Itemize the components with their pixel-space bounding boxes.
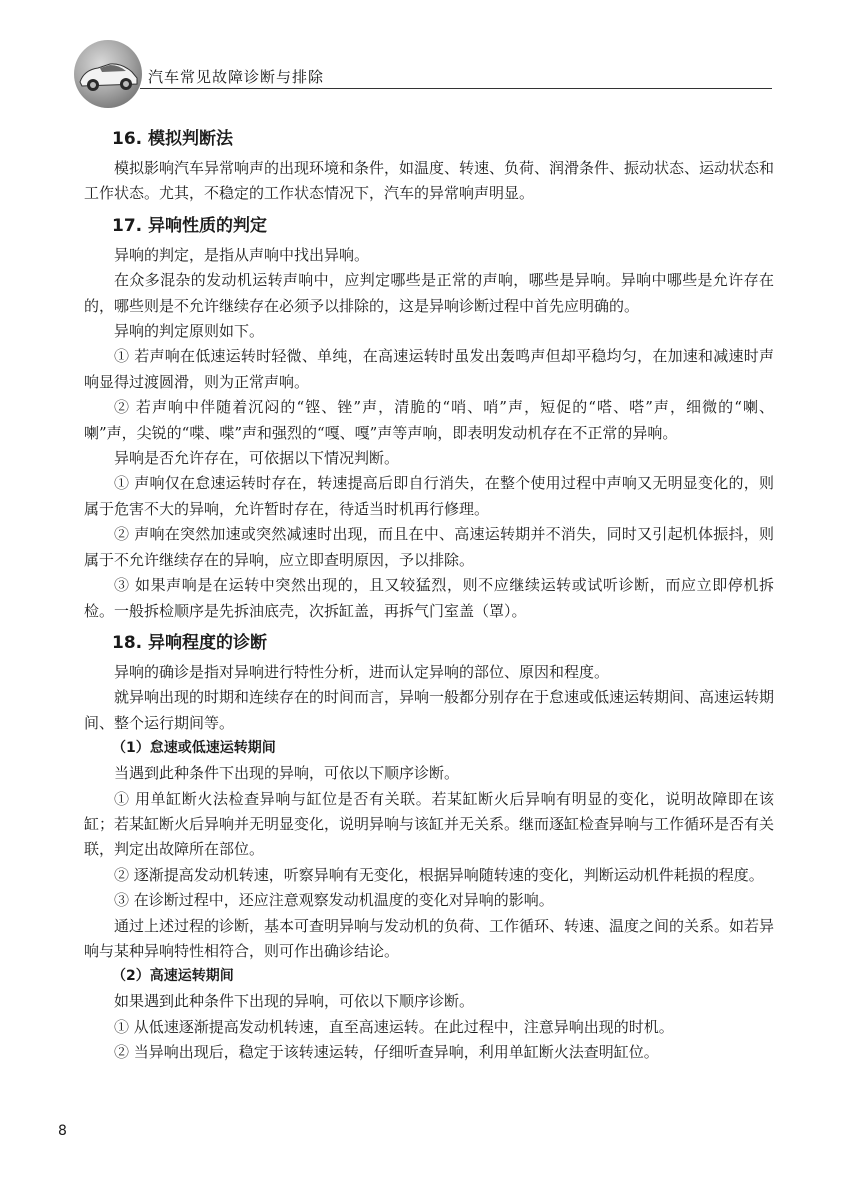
paragraph: 异响的判定原则如下。 — [114, 322, 265, 341]
page-body — [84, 120, 774, 1066]
paragraph: ② 逐渐提高发动机转速，听察异响有无变化，根据异响随转速的变化，判断运动机件耗损的程度。 — [114, 865, 764, 884]
paragraph: ③ 如果声响是在运转中突然出现的，且又较猛烈，则不应继续运转或试听诊断，而应立即停机拆检。一般拆检顺序是先拆油底壳，次拆缸盖，再拆气门室盖（罩）。 — [84, 576, 774, 620]
section-heading-17: 17. 异响性质的判定 — [112, 215, 268, 236]
paragraph: ① 用单缸断火法检查异响与缸位是否有关联。若某缸断火后异响有明显的变化，说明故障即在该缸；若某缸断火后异响并无明显变化，说明异响与该缸并无关系。继而逐缸检查异响与工作循环是否有关联，判定出故障所在部位。 — [84, 789, 775, 859]
page-header — [0, 0, 848, 110]
page-number: 8 — [58, 1123, 67, 1139]
paragraph: ① 若声响在低速运转时轻微、单纯，在高速运转时虽发出轰鸣声但却平稳均匀，在加速和减速时声响显得过渡圆滑，则为正常声响。 — [84, 347, 774, 391]
paragraph: 通过上述过程的诊断，基本可查明异响与发动机的负荷、工作循环、转速、温度之间的关系。如若异响与某种异响特性相符合，则可作出确诊结论。 — [84, 916, 775, 960]
paragraph: ② 声响在突然加速或突然减速时出现，而且在中、高速运转期并不消失，同时又引起机体振抖，则属于不允许继续存在的异响，应立即查明原因，予以排除。 — [84, 525, 774, 569]
paragraph: 异响是否允许存在，可依据以下情况判断。 — [114, 449, 400, 468]
paragraph: ③ 在诊断过程中，还应注意观察发动机温度的变化对异响的影响。 — [114, 891, 554, 910]
book-title: 汽车常见故障诊断与排除 — [148, 68, 325, 86]
paragraph: 在众多混杂的发动机运转声响中，应判定哪些是正常的声响，哪些是异响。异响中哪些是允许存在的，哪些则是不允许继续存在必须予以排除的，这是异响诊断过程中首先应明确的。 — [84, 271, 774, 315]
subsection-heading-2: （2）高速运转期间 — [112, 968, 234, 985]
section-heading-16: 16. 模拟判断法 — [112, 129, 234, 149]
paragraph: 就异响出现的时期和连续存在的时间而言，异响一般都分别存在于怠速或低速运转期间、高速运转期间、整个运行期间等。 — [84, 688, 775, 732]
paragraph: 模拟影响汽车异常响声的出现环境和条件，如温度、转速、负荷、润滑条件、振动状态、运动状态和工作状态。尤其，不稳定的工作状态情况下，汽车的异常响声明显。 — [84, 159, 775, 203]
header-divider — [140, 88, 772, 89]
paragraph: 异响的判定，是指从声响中找出异响。 — [114, 245, 370, 264]
paragraph: 如果遇到此种条件下出现的异响，可依以下顺序诊断。 — [114, 992, 475, 1011]
paragraph: ① 从低速逐渐提高发动机转速，直至高速运转。在此过程中，注意异响出现的时机。 — [114, 1017, 674, 1036]
paragraph: 异响的确诊是指对异响进行特性分析，进而认定异响的部位、原因和程度。 — [114, 662, 610, 681]
section-heading-18: 18. 异响程度的诊断 — [112, 632, 268, 653]
subsection-heading-1: （1）怠速或低速运转期间 — [112, 740, 276, 757]
paragraph: ② 当异响出现后，稳定于该转速运转，仔细听查异响，利用单缸断火法查明缸位。 — [114, 1043, 659, 1062]
paragraph: ② 若声响中伴随着沉闷的“铿、锉”声，清脆的“哨、哨”声，短促的“嗒、嗒”声，细微的“喇、喇”声，尖锐的“喋、喋”声和强烈的“嘎、嘎”声等声响，即表明发动机存在不正常的异响。 — [84, 398, 774, 442]
paragraph: 当遇到此种条件下出现的异响，可依以下顺序诊断。 — [114, 764, 460, 783]
car-logo-icon — [74, 40, 142, 108]
paragraph: ① 声响仅在怠速运转时存在，转速提高后即自行消失，在整个使用过程中声响又无明显变化的，则属于危害不大的异响，允许暂时存在，待适当时机再行修理。 — [84, 474, 774, 518]
